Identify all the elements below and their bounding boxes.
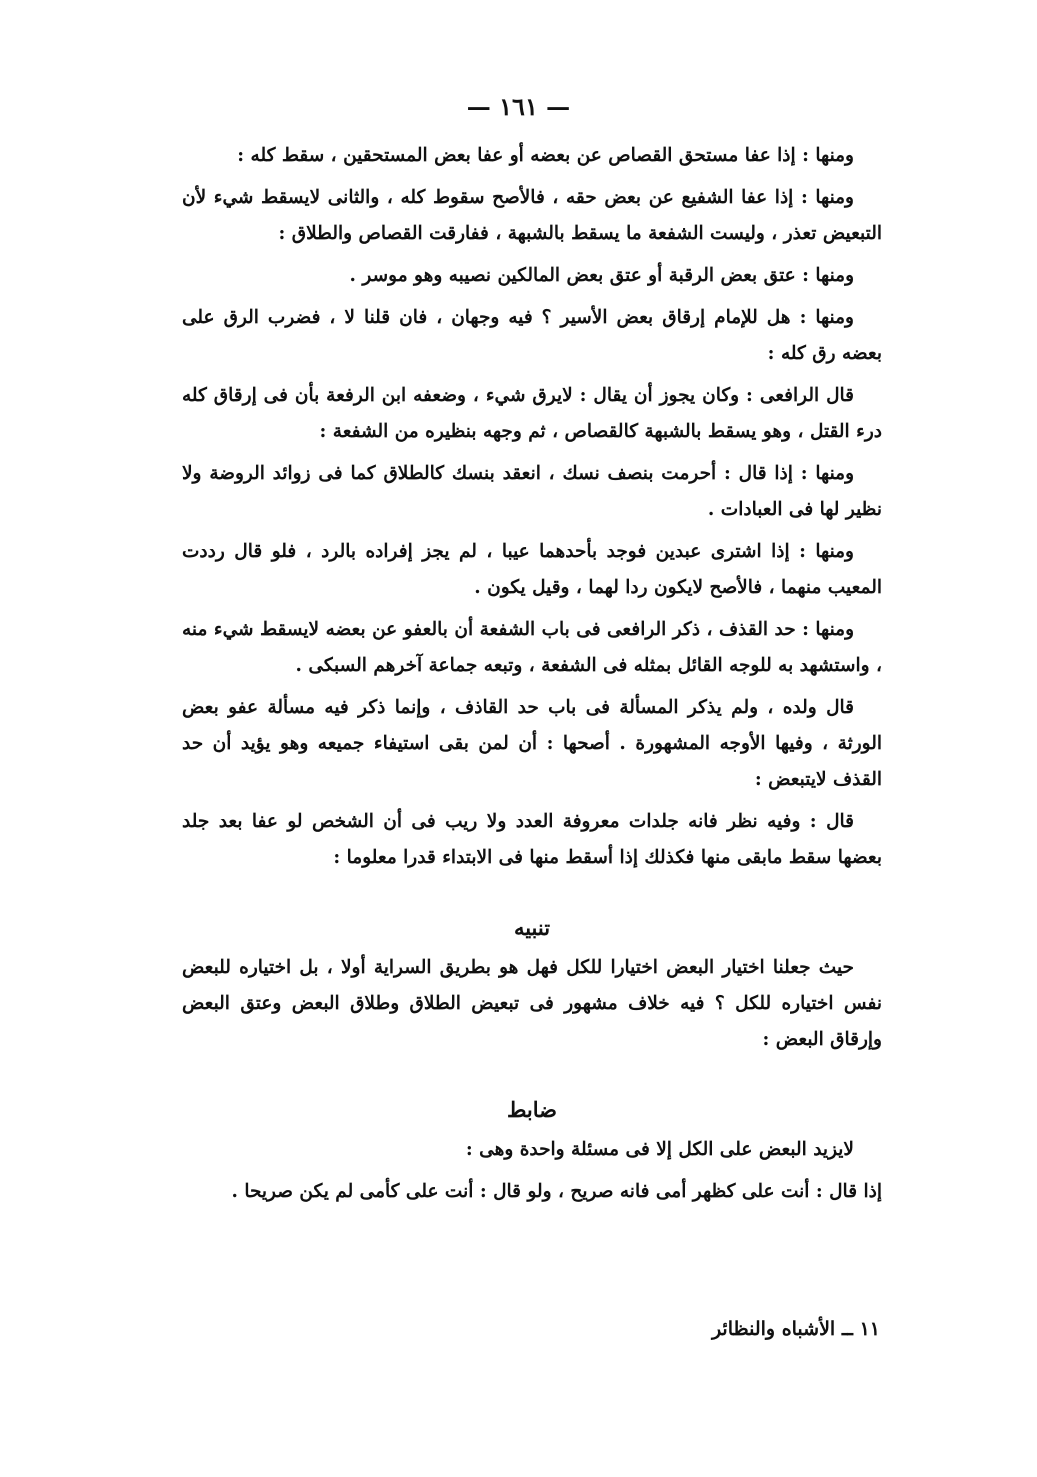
paragraph: قال : وفيه نظر فانه جلدات معروفة العدد ولا ريب فى أن الشخص لو عفا بعد جلد بعضها سقط مابقى منها فكذلك إذا أسقط منها فى الابتداء قدرا معلوما : <box>182 811 882 868</box>
section-heading-dabit: ضابط <box>506 1097 557 1122</box>
body-text <box>182 138 882 1216</box>
paragraph: ومنها : إذا عفا مستحق القصاص عن بعضه أو عفا بعض المستحقين ، سقط كله : <box>237 145 854 166</box>
page-number: — ١٦١ — <box>466 92 571 121</box>
book-signature-footer: ١١ ــ الأشباه والنظائر <box>711 1318 880 1340</box>
dabit-line: لايزيد البعض على الكل إلا فى مسئلة واحدة وهى : <box>465 1139 854 1160</box>
paragraph: ومنها : عتق بعض الرقبة أو عتق بعض المالكين نصيبه وهو موسر . <box>349 265 854 286</box>
section-heading-tanbih: تنبيه <box>513 915 551 940</box>
paragraph: قال الرافعى : وكان يجوز أن يقال : لايرق شيء ، وضعفه ابن الرفعة بأن فى إرقاق كله درء القتل ، وهو يسقط بالشبهة كالقصاص ، ثم وجهه بنظيره من الشفعة : <box>182 385 882 442</box>
paragraph: ومنها : إذا قال : أحرمت بنصف نسك ، انعقد بنسك كالطلاق كما فى زوائد الروضة ولا نظير لها فى العبادات . <box>182 463 882 520</box>
paragraph: ومنها : حد القذف ، ذكر الرافعى فى باب الشفعة أن بالعفو عن بعضه لايسقط شيء منه ، واستشهد به للوجه القائل بمثله فى الشفعة ، وتبعه جماعة آخرهم السبكى . <box>182 619 882 676</box>
paragraph: ومنها : إذا عفا الشفيع عن بعض حقه ، فالأصح سقوط كله ، والثانى لايسقط شيء لأن التبعيض تعذر ، وليست الشفعة ما يسقط بالشبهة ، ففارقت القصاص والطلاق : <box>182 187 882 244</box>
paragraph: ومنها : إذا اشترى عبدين فوجد بأحدهما عيبا ، لم يجز إفراده بالرد ، فلو قال رددت المعيب منهما ، فالأصح لايكون ردا لهما ، وقيل يكون . <box>182 541 882 598</box>
paragraph: قال ولده ، ولم يذكر المسألة فى باب حد القاذف ، وإنما ذكر فيه مسألة عفو بعض الورثة ، وفيها الأوجه المشهورة . أصحها : أن لمن بقى استيفاء جميعه وهو يؤيد أن حد القذف لايتبعض : <box>182 697 882 790</box>
tanbih-paragraph: حيث جعلنا اختيار البعض اختيارا للكل فهل هو بطريق السراية أولا ، بل اختياره للبعض نفس اختياره للكل ؟ فيه خلاف مشهور فى تبعيض الطلاق وطلاق البعض وعتق البعض وإرقاق البعض : <box>182 957 882 1050</box>
dabit-line: إذا قال : أنت على كظهر أمى فانه صريح ، ولو قال : أنت على كأمى لم يكن صريحا . <box>231 1181 882 1202</box>
paragraph: ومنها : هل للإمام إرقاق بعض الأسير ؟ فيه وجهان ، فان قلنا لا ، فضرب الرق على بعضه رق كله : <box>182 307 882 364</box>
